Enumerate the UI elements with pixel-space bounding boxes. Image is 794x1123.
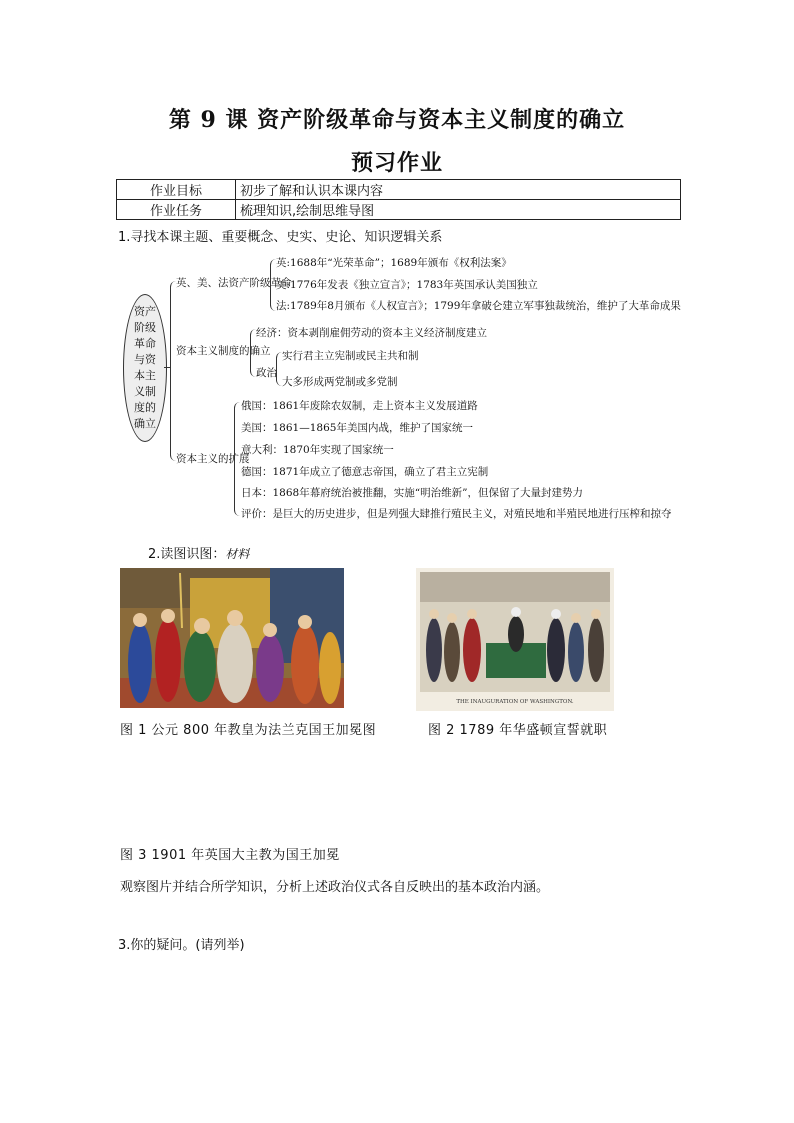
mind-map: [120, 250, 680, 530]
figure-head: [263, 623, 277, 637]
figure2-caption: 图 2 1789 年华盛顿宣誓就职: [428, 723, 608, 738]
branch1-label: 英、美、法资产阶级革命: [176, 277, 292, 289]
figure-head: [227, 610, 243, 626]
page-title: 第 9 课 资产阶级革命与资本主义制度的确立: [168, 107, 626, 133]
section1-heading: 1.寻找本课主题、重要概念、史实、史论、知识逻辑关系: [118, 230, 443, 245]
mindmap-center: [123, 294, 167, 442]
politics-item: 实行君主立宪制或民主共和制: [282, 350, 419, 362]
figure3-caption: 图 3 1901 年英国大主教为国王加冕: [120, 848, 340, 863]
branch1-item: 英:1688年“光荣革命”；1689年颁布《权利法案》: [276, 257, 512, 269]
table-row: [117, 200, 681, 220]
branch3-item: 俄国：1861年废除农奴制，走上资本主义发展道路: [241, 400, 478, 412]
figure-head: [591, 609, 601, 619]
table-cell-value: 梳理知识,绘制思维导图: [236, 200, 681, 220]
figure-brown-coat: [444, 622, 460, 682]
politics-item: 大多形成两党制或多党制: [282, 376, 398, 388]
page-subtitle: 预习作业: [350, 150, 443, 176]
figure-orange-robe: [291, 624, 319, 704]
figure-green-robe: [184, 630, 216, 702]
branch2-label: 资本主义制度的确立: [176, 345, 271, 357]
figure1-painting: [120, 568, 344, 708]
figure-washington: [547, 618, 565, 682]
branch3-item: 评价：是巨大的历史进步，但是列强大肆推行殖民主义，对殖民地和半殖民地进行压榨和掠夺: [241, 508, 672, 520]
branch1-item: 法:1789年8月颁布《人权宣言》；1799年拿破仑建立军事独裁统治，维护了大革命成果: [276, 300, 681, 312]
figure-dark-coat: [426, 618, 442, 682]
table-cell-label: 作业目标: [117, 180, 236, 200]
branch3-item: 德国：1871年成立了德意志帝国，确立了君主立宪制: [241, 466, 489, 478]
figure-head: [429, 609, 439, 619]
table-cell-label: 作业任务: [117, 200, 236, 220]
figure2-engraving: [416, 568, 614, 711]
section3-heading: 3.你的疑问。(请列举): [118, 938, 245, 953]
figure-head: [551, 609, 561, 619]
figure-red-robe: [155, 618, 181, 702]
section2-material: 材料: [225, 547, 250, 561]
branch2-politics-label: 政治: [256, 367, 277, 379]
figure-head: [298, 615, 312, 629]
branch3-item: 日本：1868年幕府统治被推翻，实施“明治维新”，但保留了大量封建势力: [241, 487, 583, 499]
figure-blue-robe: [128, 623, 152, 703]
figure-head: [194, 618, 210, 634]
figure-head: [571, 613, 581, 623]
table-row: [117, 180, 681, 200]
branch3-brace: [234, 402, 240, 516]
branch3-label: 资本主义的扩展: [176, 453, 250, 465]
engraving-wall: [420, 572, 610, 602]
section2-heading: [148, 543, 249, 562]
engraving-inscription: THE INAUGURATION OF WASHINGTON.: [456, 699, 574, 705]
figure-black-robe: [508, 616, 524, 652]
mindmap-center-label: 资产阶级革命与资本主义制度的确立: [134, 305, 156, 430]
figure1-caption: 图 1 公元 800 年教皇为法兰克国王加冕图: [120, 723, 377, 738]
info-table: [116, 179, 681, 220]
branch1-item: 美:1776年发表《独立宣言》；1783年英国承认美国独立: [276, 279, 538, 291]
figure-red-robe: [463, 618, 481, 682]
branch3-item: 美国：1861—1865年美国内战，维护了国家统一: [241, 422, 473, 434]
figure-head: [133, 613, 147, 627]
figure-head: [511, 607, 521, 617]
analysis-question: 观察图片并结合所学知识，分析上述政治仪式各自反映出的基本政治内涵。: [120, 880, 550, 895]
figure-brown-coat: [588, 618, 604, 682]
branch2-economy: 经济：资本剥削雇佣劳动的资本主义经济制度建立: [256, 327, 487, 339]
figure-head: [447, 613, 457, 623]
main-brace: [170, 281, 177, 461]
figure-purple-robe: [256, 634, 284, 702]
table-cell-value: 初步了解和认识本课内容: [236, 180, 681, 200]
figure-head: [161, 609, 175, 623]
section2-heading-text: 2.读图识图：: [148, 547, 226, 562]
figure-head: [467, 609, 477, 619]
branch3-item: 意大利：1870年实现了国家统一: [241, 444, 394, 456]
figure-gold-robe: [319, 632, 341, 704]
figure-king-robe: [217, 623, 253, 703]
figure-blue-coat: [568, 622, 584, 682]
